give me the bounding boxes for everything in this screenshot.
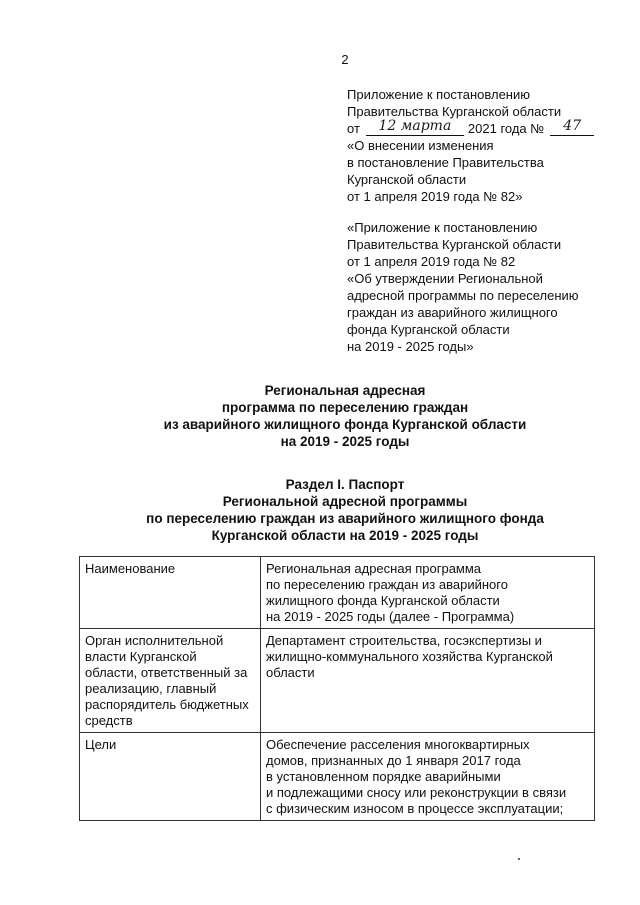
- page-number: 2: [341, 52, 349, 67]
- table-row: [80, 733, 595, 821]
- row-value: Региональная адресная программа по переселению граждан из аварийного жилищного фонда Курганской области на 2019 - 2025 годы (далее - Программа): [261, 557, 595, 629]
- handwritten-number: 47: [550, 120, 594, 136]
- appendix-line-5: в постановление Правительства: [347, 155, 544, 170]
- appendix-date-line: [347, 120, 594, 137]
- row-value: Обеспечение расселения многоквартирных домов, признанных до 1 января 2017 года в установленном порядке аварийными и подлежащими сносу или реконструкции в связи с физическим износом в процессе эксплуатации;: [261, 733, 595, 821]
- appendix-header: [347, 86, 594, 205]
- prev-appendix-line: граждан из аварийного жилищного: [347, 305, 558, 320]
- prev-appendix-line: на 2019 - 2025 годы»: [347, 339, 474, 354]
- appendix-line-7: от 1 апреля 2019 года № 82»: [347, 189, 523, 204]
- section-line: по переселению граждан из аварийного жилищного фонда: [146, 511, 544, 526]
- section-heading: [0, 476, 640, 544]
- title-line: программа по переселению граждан: [221, 400, 469, 415]
- appendix-line-2: Правительства Курганской области: [347, 104, 562, 119]
- appendix-line-1: Приложение к постановлению: [347, 87, 530, 102]
- row-key: Цели: [80, 733, 261, 821]
- scan-speck: [518, 858, 520, 860]
- section-line: Курганской области на 2019 - 2025 годы: [211, 528, 479, 543]
- previous-appendix-header: [347, 219, 579, 355]
- prev-appendix-line: адресной программы по переселению: [347, 288, 579, 303]
- section-line: Региональной адресной программы: [222, 494, 468, 509]
- title-line: из аварийного жилищного фонда Курганской области: [163, 417, 527, 432]
- row-value: Департамент строительства, госэкспертизы и жилищно-коммунального хозяйства Курганской области: [261, 629, 595, 733]
- prev-appendix-line: от 1 апреля 2019 года № 82: [347, 254, 516, 269]
- passport-table: [79, 556, 595, 821]
- program-title: [0, 382, 640, 450]
- prev-appendix-line: «Приложение к постановлению: [347, 220, 538, 235]
- prev-appendix-line: фонда Курганской области: [347, 322, 510, 337]
- title-line: Региональная адресная: [264, 383, 426, 398]
- section-line: Раздел I. Паспорт: [285, 477, 405, 492]
- year-text: 2021 года №: [467, 121, 545, 136]
- row-key: Орган исполнительной власти Курганской области, ответственный за реализацию, главный распорядитель бюджетных средств: [80, 629, 261, 733]
- handwritten-date: 12 марта: [366, 120, 464, 136]
- prev-appendix-line: «Об утверждении Региональной: [347, 271, 543, 286]
- row-key: Наименование: [80, 557, 261, 629]
- appendix-line-4: «О внесении изменения: [347, 138, 494, 153]
- table-row: [80, 629, 595, 733]
- appendix-line-6: Курганской области: [347, 172, 467, 187]
- title-line: на 2019 - 2025 годы: [280, 434, 410, 449]
- prev-appendix-line: Правительства Курганской области: [347, 237, 562, 252]
- table-row: [80, 557, 595, 629]
- date-prefix: от: [347, 121, 360, 136]
